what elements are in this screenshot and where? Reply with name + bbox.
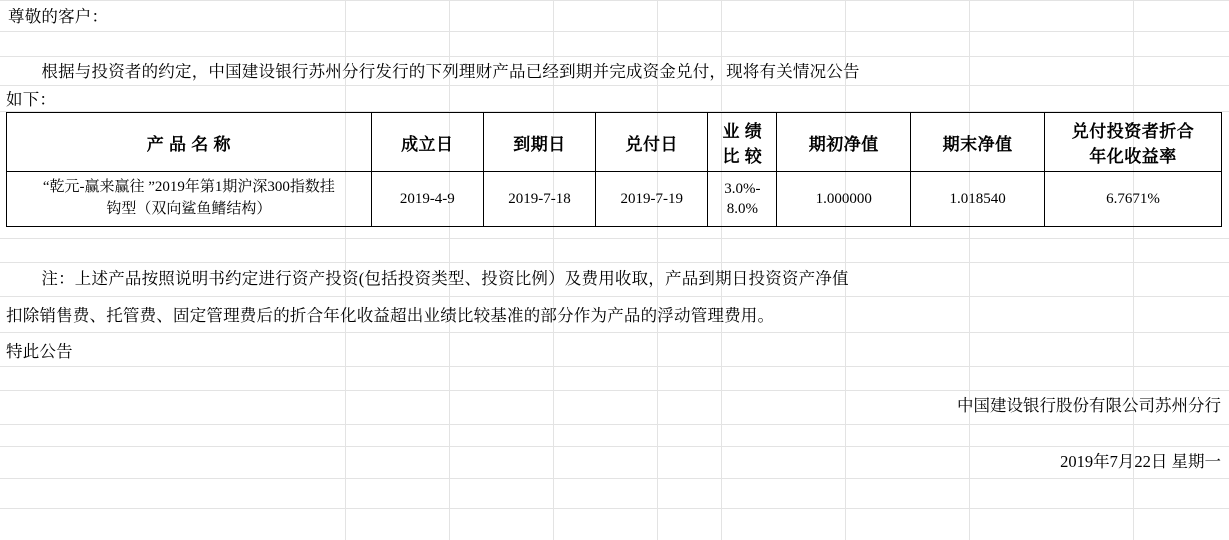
intro-paragraph-line-2: 如下： (6, 90, 57, 109)
cell-benchmark (708, 172, 777, 227)
column-header-payment-date: 兑付日 (596, 113, 708, 172)
note-line-1: 注：上述产品按照说明书约定进行资产投资(包括投资类型、投资比例）及费用收取，产品到期日投资资产净值 (8, 269, 849, 288)
signature-text: 中国建设银行股份有限公司苏州分行 (957, 396, 1221, 415)
column-header-benchmark-line-1: 业 绩 (722, 122, 763, 141)
document-date: 2019年7月22日 星期一 (1060, 452, 1221, 471)
column-header-maturity-date: 到期日 (483, 113, 595, 172)
column-header-product-name: 产 品 名 称 (7, 113, 372, 172)
intro-paragraph-line-1: 根据与投资者的约定，中国建设银行苏州分行发行的下列理财产品已经到期并完成资金兑付，现将有关情况公告 (8, 62, 860, 81)
table-row (7, 172, 1222, 227)
note-line-3: 特此公告 (6, 342, 73, 361)
column-header-start-date: 成立日 (371, 113, 483, 172)
salutation-text: 尊敬的客户： (8, 7, 109, 26)
table-header-row (7, 113, 1222, 172)
product-name-line-1: “乾元-赢来赢往 ”2019年第1期沪深300指数挂 (42, 179, 335, 196)
cell-final-nav: 1.018540 (911, 172, 1045, 227)
product-name-line-2: 钩型（双向鲨鱼鳍结构） (106, 201, 272, 217)
cell-initial-nav: 1.000000 (777, 172, 911, 227)
column-header-annualized-yield (1045, 113, 1222, 172)
column-header-benchmark (708, 113, 777, 172)
cell-maturity-date: 2019-7-18 (483, 172, 595, 227)
cell-product-name (7, 172, 372, 227)
column-header-annualized-yield-line-2: 年化收益率 (1089, 147, 1177, 166)
column-header-initial-nav: 期初净值 (777, 113, 911, 172)
column-header-final-nav: 期末净值 (911, 113, 1045, 172)
column-header-benchmark-line-2: 比 较 (722, 147, 763, 166)
note-line-2: 扣除销售费、托管费、固定管理费后的折合年化收益超出业绩比较基准的部分作为产品的浮动管理费用。 (6, 306, 775, 325)
cell-payment-date: 2019-7-19 (596, 172, 708, 227)
cell-start-date: 2019-4-9 (371, 172, 483, 227)
cell-annualized-yield: 6.7671% (1045, 172, 1222, 227)
product-table (6, 112, 1222, 227)
column-header-annualized-yield-line-1: 兑付投资者折合 (1071, 122, 1195, 141)
benchmark-line-2: 8.0% (726, 201, 758, 217)
benchmark-line-1: 3.0%- (724, 180, 761, 197)
